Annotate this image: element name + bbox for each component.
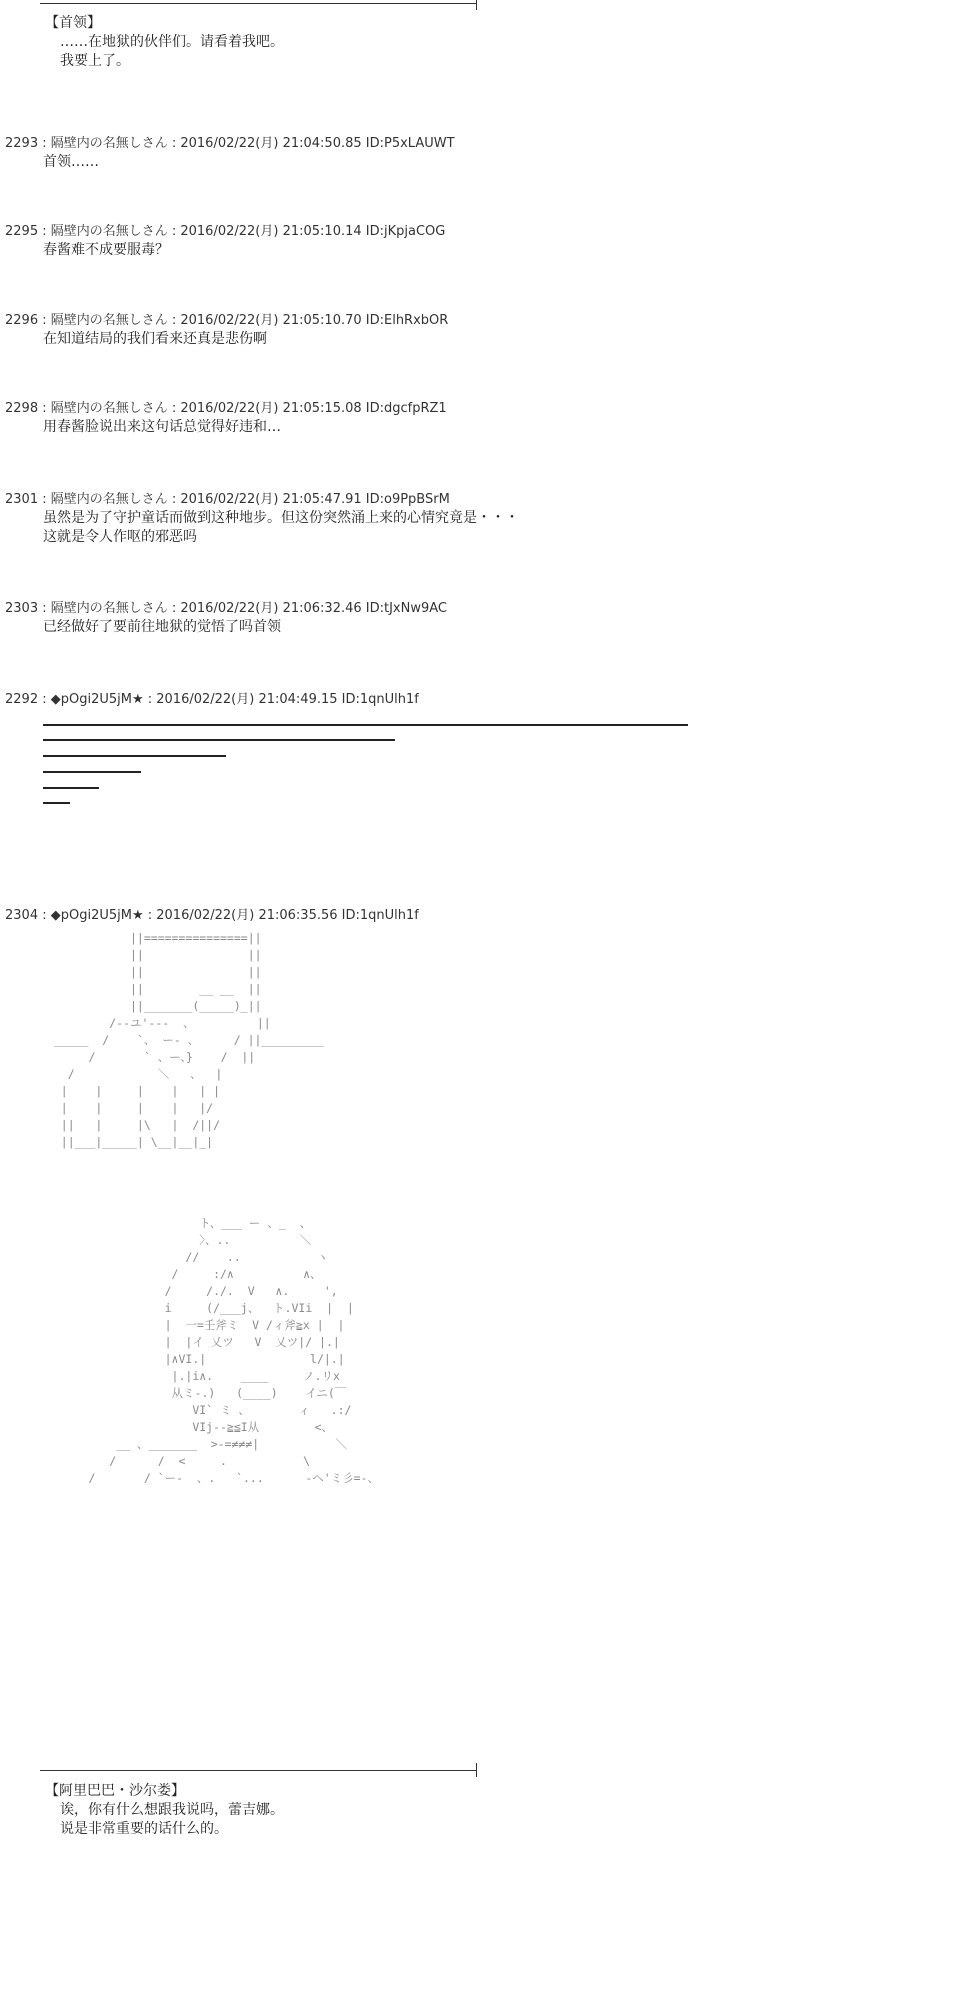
bottom-box-line-2: 说是非常重要的话什么的。 <box>60 1821 228 1837</box>
post-header: 2293 : 隔壁内の名無しさん : 2016/02/22(月) 21:04:50.85 ID:P5xLAUWT <box>5 136 455 151</box>
bottom-box-speaker: 【阿里巴巴・沙尔娄】 <box>45 1783 185 1799</box>
post-line: 已经做好了要前往地狱的觉悟了吗首领 <box>43 619 281 635</box>
post-line: 春酱难不成要服毒？ <box>43 242 169 258</box>
top-box-speaker: 【首领】 <box>45 15 101 31</box>
divider-bar <box>43 739 395 741</box>
post-header: 2296 : 隔壁内の名無しさん : 2016/02/22(月) 21:05:10.70 ID:ElhRxbOR <box>5 313 449 328</box>
ascii-art-character: ト、___ ー 、_ 、 〉、.. ＼ // .. ヽ / :/∧ ∧、 / /./. V ∧. ', i (/___j、 ト.VIi | | | 一=壬斧ミ V /ィ斧≧x | | | |イ 乂ツ V 乂ツ|/ |.| |∧VI.| l/|.| |.|i∧. ____ ノ.リx 从ミ-.) (____) イニ(￣ VI` ミ 、 ィ .:/ VIj--≧≦I从 <、 __ 、_______ >-=≠≠≠| ＼ / / < . \ / / `ー- 、. `... -ヘ'ミ彡=-、 <box>88 1216 380 1485</box>
post-header: 2301 : 隔壁内の名無しさん : 2016/02/22(月) 21:05:47.91 ID:o9PpBSrM <box>5 492 450 507</box>
top-box-line-1: ……在地狱的伙伴们。请看着我吧。 <box>60 34 284 50</box>
post-line: 首领…… <box>43 154 99 170</box>
post-header: 2292 : ◆pOgi2U5jM★ : 2016/02/22(月) 21:04:49.15 ID:1qnUlh1f <box>5 692 419 707</box>
divider-bar <box>43 724 688 726</box>
bottom-box-border-end <box>476 1763 477 1777</box>
divider-bar <box>43 802 70 804</box>
top-box-border <box>40 3 477 4</box>
bottom-box-border <box>40 1770 477 1771</box>
post-line: 虽然是为了守护童话而做到这种地步。但这份突然涌上来的心情究竟是・・・ <box>43 510 519 526</box>
post-header: 2303 : 隔壁内の名無しさん : 2016/02/22(月) 21:06:32.46 ID:tJxNw9AC <box>5 601 447 616</box>
top-box-line-2: 我要上了。 <box>60 53 130 69</box>
post-line: 用春酱脸说出来这句话总觉得好违和… <box>43 419 281 435</box>
divider-bar <box>43 755 226 757</box>
post-header: 2295 : 隔壁内の名無しさん : 2016/02/22(月) 21:05:10.14 ID:jKpjaCOG <box>5 224 446 239</box>
post-line: 在知道结局的我们看来还真是悲伤啊 <box>43 331 267 347</box>
post-header: 2298 : 隔壁内の名無しさん : 2016/02/22(月) 21:05:15.08 ID:dgcfpRZ1 <box>5 401 447 416</box>
divider-bar <box>43 771 141 773</box>
top-box-border-end <box>476 0 477 10</box>
post-header: 2304 : ◆pOgi2U5jM★ : 2016/02/22(月) 21:06:35.56 ID:1qnUlh1f <box>5 908 419 923</box>
bottom-box-line-1: 诶，你有什么想跟我说吗，蕾吉娜。 <box>60 1802 284 1818</box>
ascii-art-room: ||===============|| || || || || || __ __ || ||_______(_____)_|| /--ユ'--- 、 || _____ / `、 ー- 、 / ||_________ / ` 、ー、} / || / ＼ 、 | | | | | | | | | | | |/ || | |\ | /||/ ||___|_____| \__|__|_| <box>53 931 324 1149</box>
post-line: 这就是令人作呕的邪恶吗 <box>43 529 197 545</box>
divider-bar <box>43 787 99 789</box>
